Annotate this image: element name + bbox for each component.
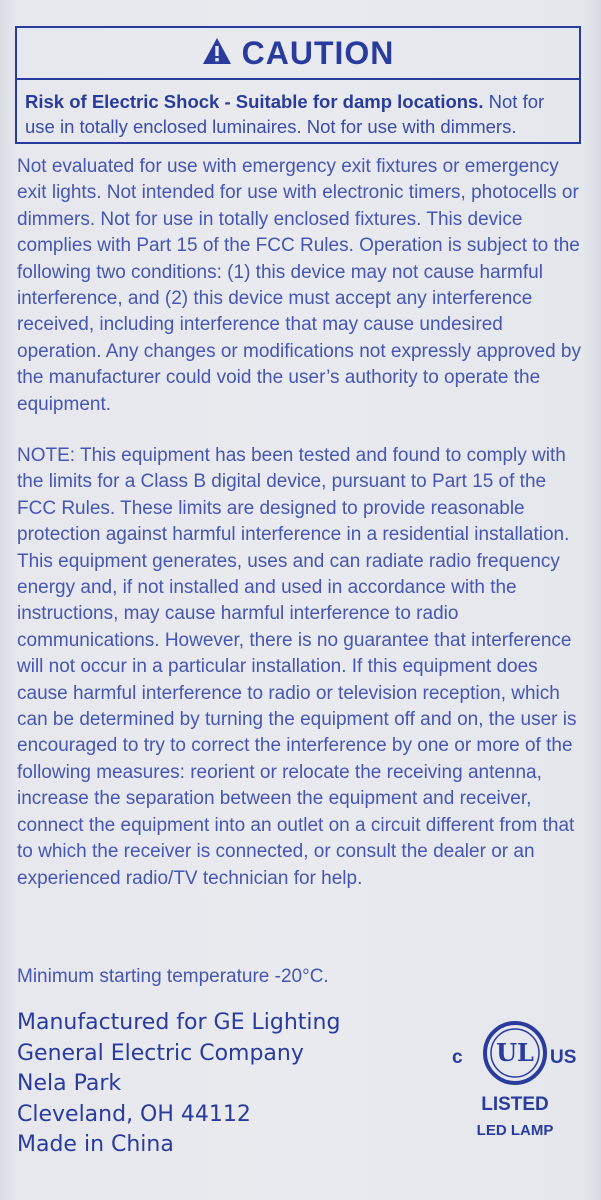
company-line: General Electric Company [17,1040,304,1066]
ul-product-label: LED LAMP [476,1122,554,1139]
ul-us-label: US [550,1047,577,1068]
manufacturer-block [17,1008,340,1161]
ul-listed-label: LISTED [481,1094,549,1115]
address-line: Nela Park [17,1071,122,1096]
fcc-note-paragraph: NOTE: This equipment has been tested and found to comply with the limits for a Class B digital device, pursuant to Part 15 of the FCC Rules. These limits are designed to provide reasonable protection against harmful interference in a residential installation. This equipment generates, uses and can radiate radio frequency energy and, if not installed and used in accordance with the instructions, may cause harmful interference to radio communications. However, there is no guarantee that interference will not occur in a particular installation. If this equipment does cause harmful interference to radio or television reception, which can be determined by turning the equipment off and on, the user is encouraged to try to correct the interference by one or more of the following measures: reorient or relocate the receiving antenna, increase the separation between the equipment and receiver, connect the equipment into an outlet on a circuit different from that to which the receiver is connected, or consult the dealer or an experienced radio/TV technician for help. [17,445,577,889]
manufacturer-line: Manufactured for GE Lighting [17,1010,341,1035]
caution-box [15,26,581,144]
fcc-compliance-paragraph: Not evaluated for use with emergency exit fixtures or emergency exit lights. Not intended for use with electronic timers, photocells or dimmers. Not for use in totally enclosed fixtures. This device complies with Part 15 of the FCC Rules. Operation is subject to the following two conditions: (1) this device may not cause harmful interference, and (2) this device must accept any interference received, including interference that may cause undesired operation. Any changes or modifications not expressly approved by the manufacturer could void the user’s authority to operate the equipment. [17,156,581,415]
ul-c-label: c [452,1047,463,1068]
caution-header [17,28,579,80]
warning-triangle-icon [202,37,232,69]
caution-warning-rest: Not for use in totally enclosed luminaires. Not for use with dimmers. [25,91,545,137]
temperature-note: Minimum starting temperature -20°C. [17,966,329,987]
ul-listed-mark-icon [450,1016,580,1146]
origin-line: Made in China [17,1132,174,1157]
caution-warning-text [17,80,579,139]
caution-warning-bold: Risk of Electric Shock - Suitable for damp locations. [25,91,484,112]
caution-title: CAUTION [241,34,395,71]
ul-letters: UL [496,1038,534,1067]
city-line: Cleveland, OH 44112 [17,1101,251,1127]
